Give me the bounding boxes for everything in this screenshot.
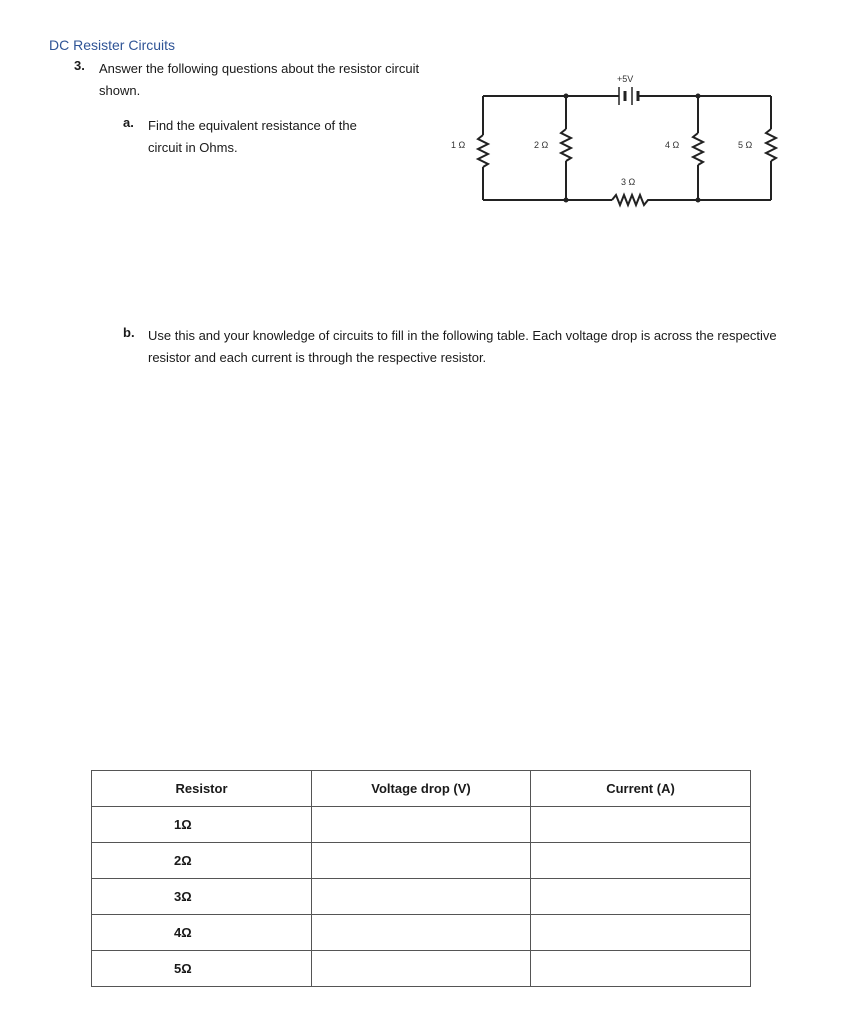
table-row bbox=[92, 843, 751, 879]
source-label: +5V bbox=[617, 74, 634, 84]
part-a-letter: a. bbox=[123, 115, 134, 130]
current-cell[interactable] bbox=[531, 843, 751, 879]
part-b-text: Use this and your knowledge of circuits to fill in the following table. Each voltage drop is across the respective resistor and each current is through the respective resistor. bbox=[148, 328, 777, 365]
header-voltage: Voltage drop (V) bbox=[312, 771, 531, 807]
voltage-cell[interactable] bbox=[312, 915, 531, 951]
voltage-cell[interactable] bbox=[312, 951, 531, 987]
table-row bbox=[92, 807, 751, 843]
table-row bbox=[92, 879, 751, 915]
table-row bbox=[92, 915, 751, 951]
resistor-label-5: 5 Ω bbox=[738, 140, 753, 150]
voltage-cell[interactable] bbox=[312, 807, 531, 843]
resistor-cell: 1Ω bbox=[92, 807, 312, 843]
resistor-cell: 4Ω bbox=[92, 915, 312, 951]
resistor-cell: 3Ω bbox=[92, 879, 312, 915]
part-b-letter: b. bbox=[123, 325, 135, 340]
resistor-cell: 5Ω bbox=[92, 951, 312, 987]
voltage-cell[interactable] bbox=[312, 879, 531, 915]
resistor-label-4: 4 Ω bbox=[665, 140, 680, 150]
current-cell[interactable] bbox=[531, 879, 751, 915]
question-text: Answer the following questions about the resistor circuit shown. bbox=[99, 61, 420, 98]
resistor-label-3: 3 Ω bbox=[621, 177, 636, 187]
voltage-cell[interactable] bbox=[312, 843, 531, 879]
header-current: Current (A) bbox=[531, 771, 751, 807]
table-header-row bbox=[92, 771, 751, 807]
results-table bbox=[91, 770, 751, 987]
resistor-label-1: 1 Ω bbox=[451, 140, 466, 150]
current-cell[interactable] bbox=[531, 807, 751, 843]
header-resistor: Resistor bbox=[92, 771, 312, 807]
current-cell[interactable] bbox=[531, 915, 751, 951]
table-row bbox=[92, 951, 751, 987]
resistor-cell: 2Ω bbox=[92, 843, 312, 879]
resistor-label-2: 2 Ω bbox=[534, 140, 549, 150]
circuit-diagram bbox=[440, 65, 780, 215]
page-title: DC Resister Circuits bbox=[49, 37, 176, 53]
current-cell[interactable] bbox=[531, 951, 751, 987]
question-number: 3. bbox=[74, 58, 85, 73]
part-a-text: Find the equivalent resistance of the circuit in Ohms. bbox=[148, 118, 357, 155]
